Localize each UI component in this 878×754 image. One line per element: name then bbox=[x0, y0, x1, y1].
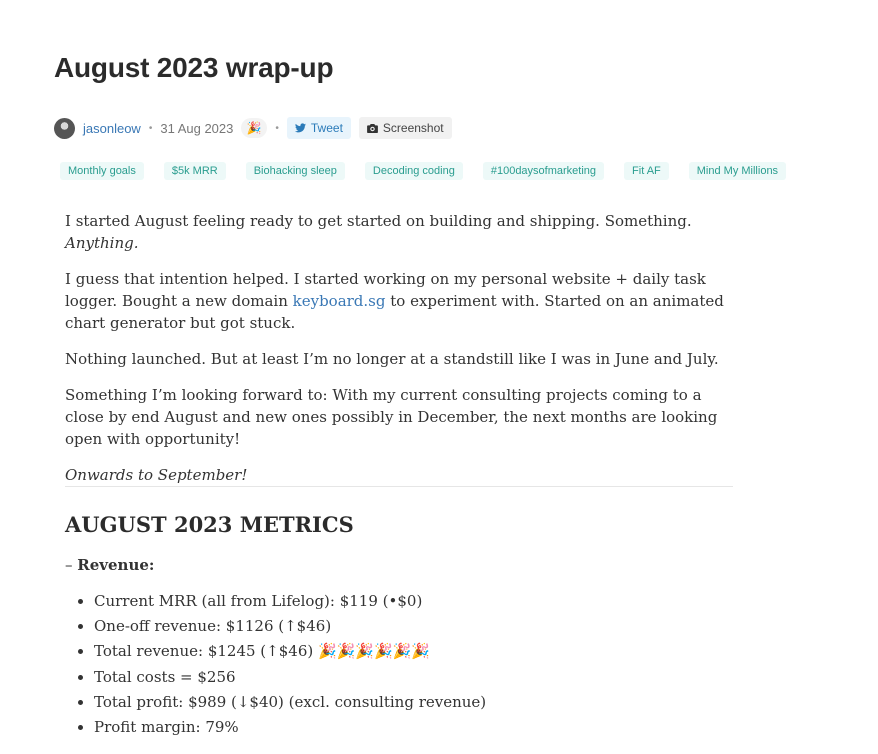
author-link[interactable]: jasonleow bbox=[83, 120, 141, 136]
revenue-heading: – Revenue: bbox=[65, 556, 155, 574]
paragraph: I guess that intention helped. I started working on my personal website + daily task logger. Bought a new domain keyboard.sg to experiment with. Started on an animated chart generator but got stuck. bbox=[65, 270, 724, 332]
tag-100daysofmarketing[interactable]: #100daysofmarketing bbox=[483, 162, 604, 180]
tag-5k-mrr[interactable]: $5k MRR bbox=[164, 162, 226, 180]
reaction-button[interactable]: 🎉 bbox=[241, 118, 267, 138]
divider bbox=[65, 486, 733, 487]
tag-decoding-coding[interactable]: Decoding coding bbox=[365, 162, 463, 180]
tag-mind-my-millions[interactable]: Mind My Millions bbox=[689, 162, 786, 180]
post-meta bbox=[54, 116, 452, 140]
tweet-button[interactable] bbox=[287, 117, 351, 139]
keyboard-sg-link[interactable]: keyboard.sg bbox=[292, 292, 386, 310]
avatar[interactable] bbox=[54, 118, 75, 139]
screenshot-button[interactable] bbox=[359, 117, 452, 139]
post-body bbox=[65, 210, 735, 500]
metrics-list bbox=[75, 589, 486, 740]
paragraph: Something I’m looking forward to: With my current consulting projects coming to a close by end August and new ones possibly in December, the next months are looking open with opportunity! bbox=[65, 386, 718, 448]
tag-list bbox=[60, 162, 786, 180]
list-item: • Total revenue: $1245 (↑$46) 🎉🎉🎉🎉🎉🎉 bbox=[94, 639, 486, 664]
separator-dot: • bbox=[148, 122, 153, 134]
tag-biohacking-sleep[interactable]: Biohacking sleep bbox=[246, 162, 345, 180]
tag-monthly-goals[interactable]: Monthly goals bbox=[60, 162, 144, 180]
separator-dot: • bbox=[275, 122, 279, 134]
list-item: • Total profit: $989 (↓$40) (excl. consulting revenue) bbox=[94, 690, 486, 715]
emphasis: Onwards to September! bbox=[65, 466, 248, 484]
list-item: • One-off revenue: $1126 (↑$46) bbox=[94, 614, 486, 639]
list-item: • Profit margin: 79% bbox=[94, 715, 486, 740]
paragraph bbox=[65, 464, 735, 486]
paragraph: Nothing launched. But at least I’m no longer at a standstill like I was in June and July. bbox=[65, 350, 719, 368]
post-date: 31 Aug 2023 bbox=[160, 120, 234, 136]
post-title: August 2023 wrap-up bbox=[54, 52, 334, 83]
screenshot-label: Screenshot bbox=[382, 121, 444, 135]
list-item: • Current MRR (all from Lifelog): $119 (•$0) bbox=[94, 589, 486, 614]
tag-fit-af[interactable]: Fit AF bbox=[624, 162, 669, 180]
list-item: • Total costs = $256 bbox=[94, 665, 486, 690]
tweet-label: Tweet bbox=[310, 121, 343, 135]
emphasis: Anything. bbox=[65, 234, 139, 252]
camera-icon bbox=[367, 124, 378, 133]
metrics-heading: AUGUST 2023 METRICS bbox=[65, 512, 354, 537]
paragraph: I started August feeling ready to get started on building and shipping. Something. Anything. bbox=[65, 212, 692, 252]
twitter-bird-icon bbox=[295, 123, 306, 133]
